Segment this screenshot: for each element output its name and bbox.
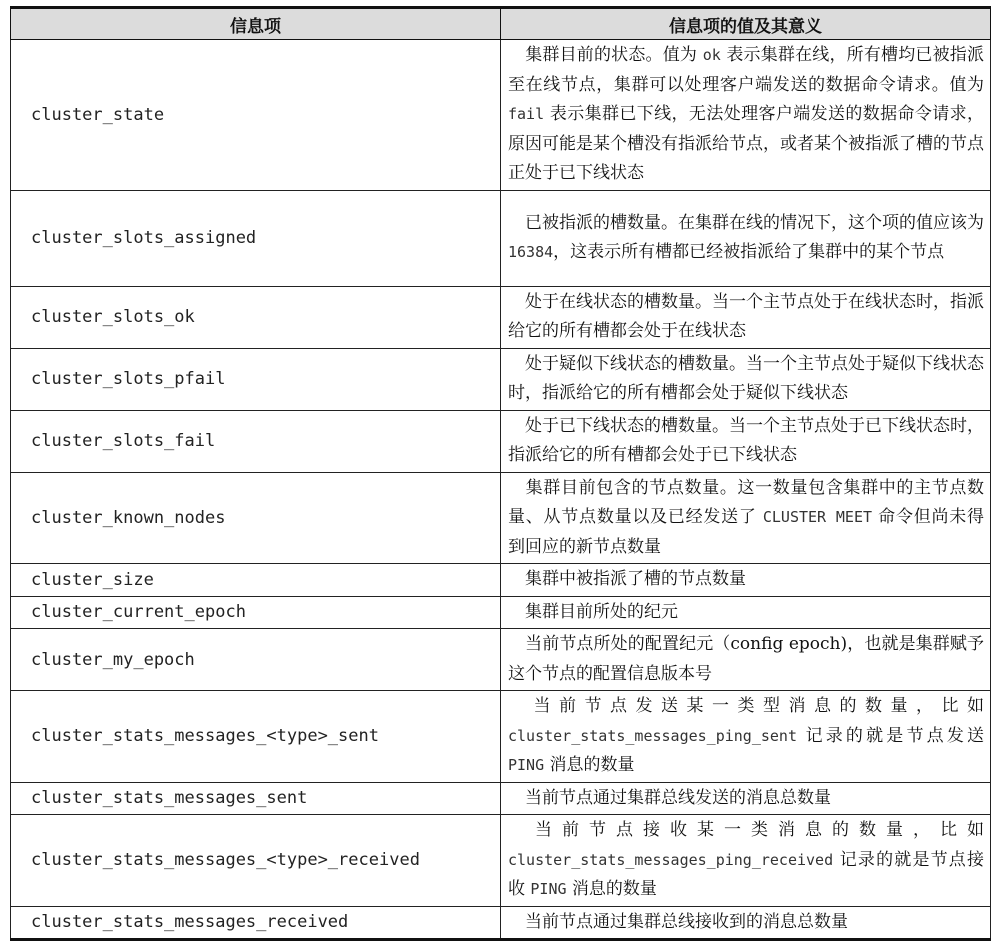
table-row (11, 348, 991, 410)
description-text: 当前节点发送某一类型消息的数量，比如 (525, 696, 984, 716)
description-text: 当前节点通过集群总线发送的消息总数量 (525, 787, 831, 808)
inline-code: CLUSTER MEET (762, 508, 873, 526)
info-item-key: cluster_slots_fail (11, 410, 501, 472)
table-row (11, 410, 991, 472)
description-text: 消息的数量 (544, 755, 635, 775)
info-item-description (501, 782, 991, 815)
description-text: 消息的数量 (566, 879, 657, 899)
table-row (11, 815, 991, 907)
info-item-key: cluster_stats_messages_received (11, 906, 501, 940)
inline-code: PING (508, 756, 545, 774)
info-table (10, 6, 991, 941)
info-item-description (501, 691, 991, 783)
info-item-key: cluster_slots_ok (11, 286, 501, 348)
description-text: 当前节点接收某一类消息的数量，比如 (525, 820, 984, 840)
table-row (11, 596, 991, 629)
header-row (11, 8, 991, 40)
info-item-key: cluster_my_epoch (11, 629, 501, 691)
table-row (11, 40, 991, 191)
table-row (11, 629, 991, 691)
info-item-key: cluster_stats_messages_<type>_sent (11, 691, 501, 783)
table-row (11, 906, 991, 940)
info-item-key: cluster_stats_messages_sent (11, 782, 501, 815)
info-item-description (501, 564, 991, 597)
description-text: 处于已下线状态的槽数量。当一个主节点处于已下线状态时，指派给它的所有槽都会处于已下线状态 (508, 415, 984, 465)
table-row (11, 190, 991, 286)
info-item-key: cluster_slots_pfail (11, 348, 501, 410)
inline-code: fail (508, 105, 545, 123)
header-desc: 信息项的值及其意义 (501, 8, 991, 40)
info-item-key: cluster_current_epoch (11, 596, 501, 629)
info-item-key: cluster_stats_messages_<type>_received (11, 815, 501, 907)
info-item-description (501, 410, 991, 472)
description-text: 已被指派的槽数量。在集群在线的情况下，这个项的值应该为 (525, 212, 984, 233)
description-text: 处于在线状态的槽数量。当一个主节点处于在线状态时，指派给它的所有槽都会处于在线状态 (508, 291, 984, 341)
info-item-description (501, 906, 991, 940)
description-text: 表示集群在线，所有槽均已被指派至在线节点，集群可以处理客户端发送的数据命令请求。值为 (508, 45, 985, 95)
info-item-description (501, 815, 991, 907)
info-item-key: cluster_slots_assigned (11, 190, 501, 286)
description-text: 集群目前包含的节点数量。这一数量包含集群中的主节点数量、从节点数量以及已经发送了 (508, 477, 984, 527)
inline-code: PING (530, 880, 567, 898)
description-text: 表示集群已下线，无法处理客户端发送的数据命令请求，原因可能是某个槽没有指派给节点，或者某个被指派了槽的节点正处于已下线状态 (508, 104, 984, 183)
table-row (11, 286, 991, 348)
info-item-key: cluster_state (11, 40, 501, 191)
inline-code: cluster_stats_messages_ping_received (508, 850, 834, 869)
info-item-description (501, 596, 991, 629)
info-item-description (501, 190, 991, 286)
info-item-description (501, 472, 991, 564)
info-item-key: cluster_size (11, 564, 501, 597)
table-body (11, 40, 991, 940)
inline-code: cluster_stats_messages_ping_sent (508, 726, 797, 745)
description-text: 当前节点所处的配置纪元（config epoch)，也就是集群赋予这个节点的配置信息版本号 (508, 634, 984, 684)
description-text: 集群目前的状态。值为 (525, 45, 703, 65)
description-text: 当前节点通过集群总线接收到的消息总数量 (525, 911, 848, 932)
description-text: 集群目前所处的纪元 (525, 601, 678, 622)
description-text: 命令但尚未得到回应的新节点数量 (508, 507, 985, 557)
description-text: 记录的就是节点发送 (796, 725, 984, 746)
table-row (11, 782, 991, 815)
table-row (11, 472, 991, 564)
table-row (11, 691, 991, 783)
description-text: 处于疑似下线状态的槽数量。当一个主节点处于疑似下线状态时，指派给它的所有槽都会处于疑似下线状态 (508, 353, 984, 403)
table-row (11, 564, 991, 597)
info-item-description (501, 348, 991, 410)
description-text: 集群中被指派了槽的节点数量 (525, 569, 746, 589)
inline-code: 16384 (508, 243, 554, 261)
inline-code: ok (702, 46, 721, 64)
info-item-description (501, 629, 991, 691)
info-item-description (501, 286, 991, 348)
header-key: 信息项 (11, 8, 501, 40)
info-item-description (501, 40, 991, 191)
description-text: ，这表示所有槽都已经被指派给了集群中的某个节点 (553, 242, 945, 262)
description-text: 记录的就是节点接收 (508, 849, 984, 899)
info-item-key: cluster_known_nodes (11, 472, 501, 564)
